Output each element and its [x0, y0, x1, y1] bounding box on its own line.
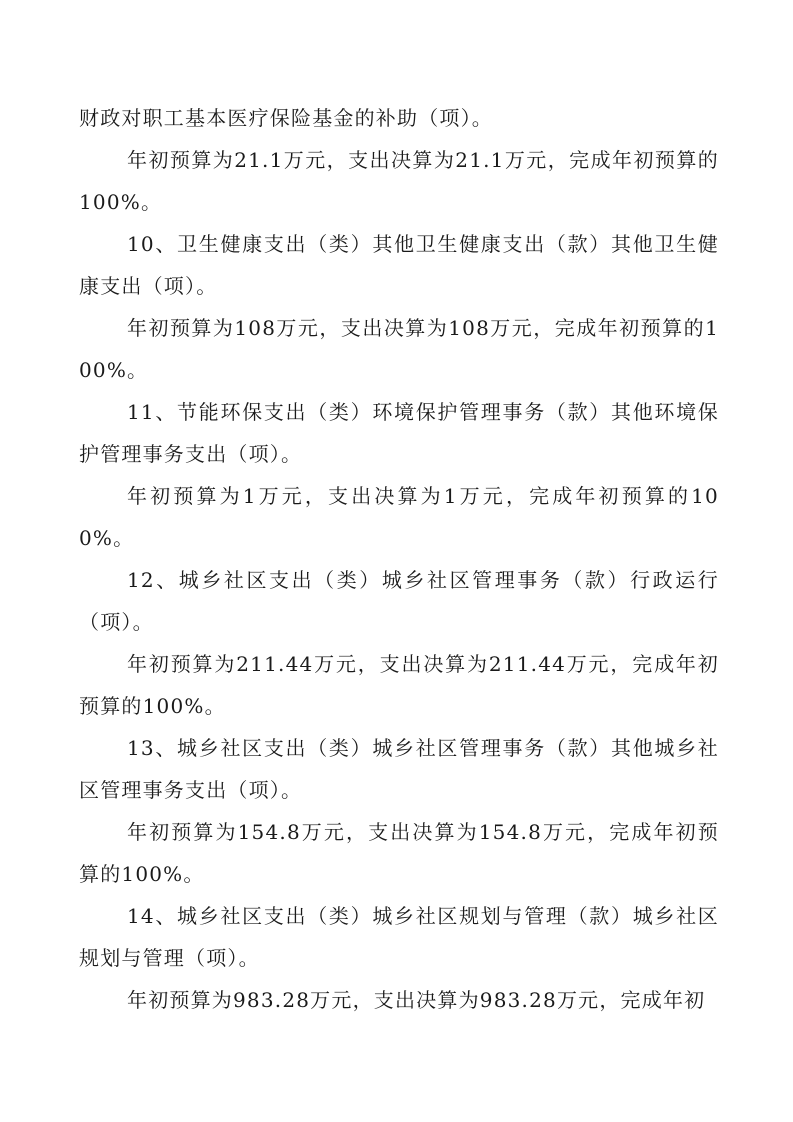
paragraph-item9-title-continued: 财政对职工基本医疗保险基金的补助（项）。	[79, 106, 493, 130]
paragraph-item13-title: 13、城乡社区支出（类）城乡社区管理事务（款）其他城乡社区管理事务支出（项）。	[79, 736, 719, 802]
paragraph-item10-title: 10、卫生健康支出（类）其他卫生健康支出（款）其他卫生健康支出（项）。	[79, 232, 719, 298]
document-body	[79, 97, 719, 1021]
paragraph-item14-budget: 年初预算为983.28万元，支出决算为983.28万元，完成年初	[127, 988, 706, 1012]
paragraph-item11-budget: 年初预算为1万元，支出决算为1万元，完成年初预算的100%。	[79, 484, 719, 550]
paragraph-item13-budget: 年初预算为154.8万元，支出决算为154.8万元，完成年初预算的100%。	[79, 820, 719, 886]
paragraph-item14-title: 14、城乡社区支出（类）城乡社区规划与管理（款）城乡社区规划与管理（项）。	[79, 904, 719, 970]
paragraph-item10-budget: 年初预算为108万元，支出决算为108万元，完成年初预算的100%。	[79, 316, 719, 382]
paragraph-item9-budget: 年初预算为21.1万元，支出决算为21.1万元，完成年初预算的100%。	[79, 148, 719, 214]
paragraph-item12-budget: 年初预算为211.44万元，支出决算为211.44万元，完成年初预算的100%。	[79, 652, 719, 718]
paragraph-item11-title: 11、节能环保支出（类）环境保护管理事务（款）其他环境保护管理事务支出（项）。	[79, 400, 719, 466]
paragraph-item12-title: 12、城乡社区支出（类）城乡社区管理事务（款）行政运行（项）。	[79, 568, 719, 634]
